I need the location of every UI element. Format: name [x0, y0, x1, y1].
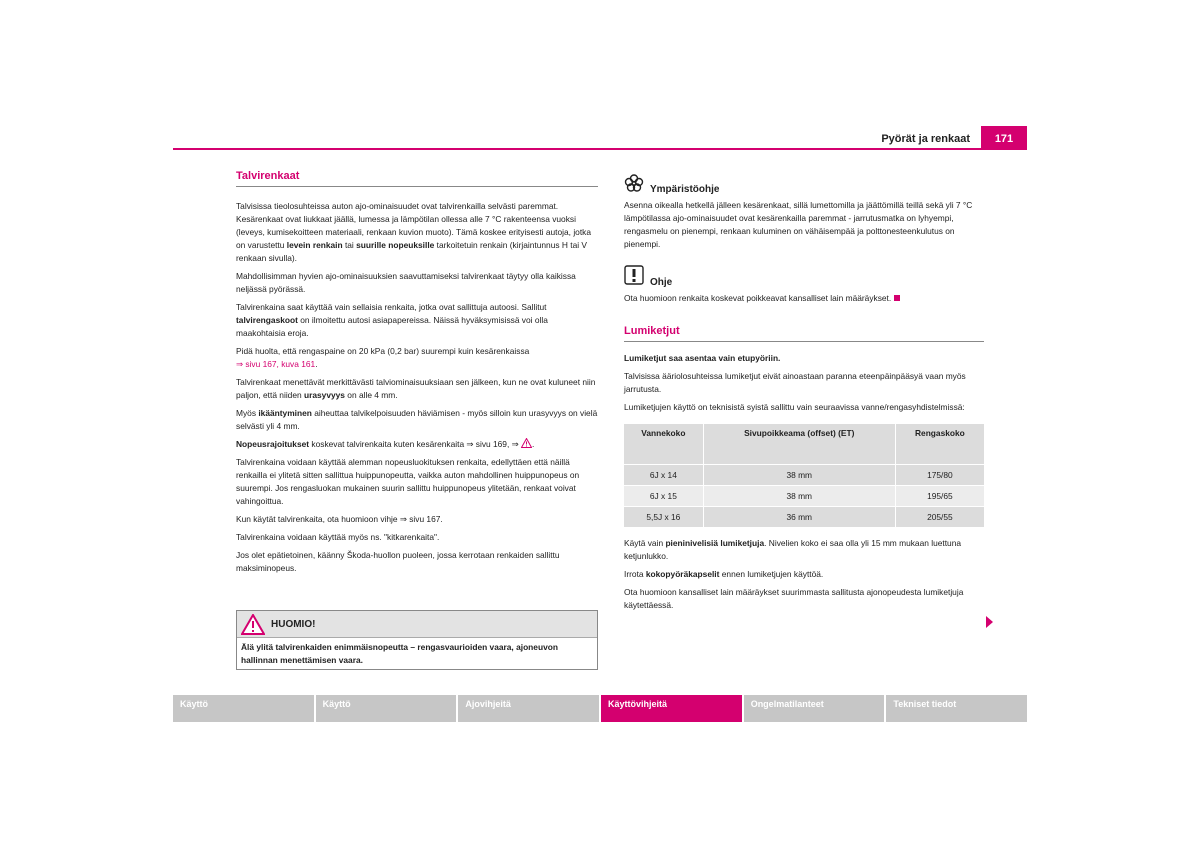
warning-box	[236, 610, 598, 670]
warning-header	[237, 611, 597, 638]
info-icon	[624, 265, 644, 289]
table-header: Vannekoko	[624, 424, 703, 465]
table-row: 5,5J x 16 36 mm 205/55	[624, 507, 984, 528]
paragraph: Talvirenkaina voidaan käyttää alemman nopeusluokituksen renkaita, edellyttäen että näillä renkailla ei ylitetä sitten sallittua huippunopeutta, vaikka auton mahdollinen huippunopeus on suurempi. Jos rengasluokan mukainen suurin sallittu huippunopeus ylitetään, renkaat voivat vahingoittua.	[236, 457, 580, 506]
header-rule	[173, 148, 1027, 150]
page-link[interactable]: ⇒ sivu 167, kuva 161	[236, 359, 316, 369]
paragraph: Mahdollisimman hyvien ajo-ominaisuuksien saavuttamiseksi talvirenkaat täytyy olla kaikissa neljässä pyörässä.	[236, 271, 576, 294]
warning-text: Älä ylitä talvirenkaiden enimmäisnopeutta – rengasvaurioiden vaara, ajoneuvon hallinnan menettämisen vaara.	[241, 642, 558, 665]
tab-ongelmatilanteet[interactable]: Ongelmatilanteet	[744, 695, 885, 722]
warning-title: HUOMIO!	[271, 619, 316, 630]
paragraph: Talvirenkaina voidaan käyttää myös ns. "kitkarenkaita".	[236, 532, 440, 542]
paragraph: Talvirenkaat menettävät merkittävästi talviominaisuuksiaan sen jälkeen, kun ne ovat kuluneet niin paljon, että niiden urasyvyys on alle 4 mm.	[236, 377, 596, 400]
table-row: 6J x 15 38 mm 195/65	[624, 486, 984, 507]
paragraph: Talvisissa ääriolosuhteissa lumiketjut eivät ainoastaan paranna eteenpäinpääsyä vaan myös jarrutusta.	[624, 371, 966, 394]
tab-kaytto-2[interactable]: Käyttö	[316, 695, 457, 722]
flower-icon	[624, 174, 644, 196]
note-title: Ohje	[650, 277, 673, 288]
right-column	[624, 174, 984, 617]
tab-ajovihjeita[interactable]: Ajovihjeitä	[458, 695, 599, 722]
table-header: Sivupoikkeama (offset) (ET)	[703, 424, 895, 465]
footer-nav	[173, 695, 1027, 722]
paragraph: Jos olet epätietoinen, käänny Škoda-huollon puoleen, jossa kerrotaan renkaiden sallittu maksiminopeus.	[236, 550, 560, 573]
subheading: Lumiketjut saa asentaa vain etupyöriin.	[624, 353, 781, 363]
tab-kayttovihjeita[interactable]: Käyttövihjeitä	[601, 695, 742, 722]
warning-triangle-icon	[521, 439, 532, 449]
paragraph: Lumiketjujen käyttö on teknisistä syistä sallittu vain seuraavissa vanne/rengasyhdistelmissä:	[624, 402, 965, 412]
page-header	[173, 124, 1027, 150]
section-title-talvirenkaat: Talvirenkaat	[236, 170, 598, 187]
paragraph: Talvisissa tieolosuhteissa auton ajo-ominaisuudet ovat talvirenkailla selvästi paremmat. Kesärenkaat ovat liukkaat jäällä, lumessa ja lämpötilan ollessa alle 7 °C rakenteensa vuoksi (leveys, kumisekoitteen materiaali, renkaan kuvion muoto). Tämä koskee erityisesti autoja, jotka on varustettu levein renkain tai suurille nopeuksille tarkoitetuin renkain (kirjaintunnus H tai V renkaan sivulla).	[236, 201, 592, 263]
tab-kaytto-1[interactable]: Käyttö	[173, 695, 314, 722]
section-title-lumiketjut: Lumiketjut	[624, 325, 984, 342]
tab-tekniset-tiedot[interactable]: Tekniset tiedot	[886, 695, 1027, 722]
paragraph: Nopeusrajoitukset koskevat talvirenkaita kuten kesärenkaita ⇒ sivu 169, ⇒ .	[236, 439, 535, 449]
paragraph: Talvirenkaina saat käyttää vain sellaisia renkaita, jotka ovat sallittuja autoosi. Sallitut talvirengaskoot on ilmoitettu autosi asiapapereissa. Näissä hyväksymisissä voi olla maakohtaisia eroja.	[236, 302, 548, 338]
snow-chain-table	[624, 424, 984, 527]
chapter-title: Pyörät ja renkaat	[881, 133, 970, 145]
paragraph: Myös ikääntyminen aiheuttaa talvikelpoisuuden häviämisen - myös silloin kun urasyvyys on vielä selvästi yli 4 mm.	[236, 408, 598, 431]
paragraph: Käytä vain pieninivelisiä lumiketjuja. Nivelien koko ei saa olla yli 15 mm mukaan luettuna ketjunlukko.	[624, 538, 962, 561]
paragraph: Pidä huolta, että rengaspaine on 20 kPa (0,2 bar) suurempi kuin kesärenkaissa ⇒ sivu 167, kuva 161.	[236, 346, 530, 369]
table-row: 6J x 14 38 mm 175/80	[624, 465, 984, 486]
note-text: Ota huomioon renkaita koskevat poikkeavat kansalliset lain määräykset.	[624, 292, 984, 305]
next-page-arrow-icon[interactable]	[986, 616, 993, 628]
paragraph: Kun käytät talvirenkaita, ota huomioon vihje ⇒ sivu 167.	[236, 514, 443, 524]
environment-title: Ympäristöohje	[650, 184, 720, 195]
table-header: Rengaskoko	[895, 424, 984, 465]
page-number: 171	[981, 126, 1027, 148]
left-column	[236, 170, 598, 580]
environment-text: Asenna oikealla hetkellä jälleen kesärenkaat, sillä lumettomilla ja jäättömillä teillä sekä yli 7 °C lämpötilassa ajo-ominaisuudet ovat kesärenkailla paremmat - jarrutusmatka on lyhyempi, rengasmelu on pienempi, renkaan kuluminen on vähäisempää ja polttonesteenkulutus on pienempi.	[624, 200, 973, 249]
end-square-icon	[894, 295, 900, 301]
paragraph: Irrota kokopyöräkapselit ennen lumiketjujen käyttöä.	[624, 569, 824, 579]
paragraph: Ota huomioon kansalliset lain määräykset suurimmasta sallitusta ajonopeudesta lumiketjuja käytettäessä.	[624, 587, 964, 610]
